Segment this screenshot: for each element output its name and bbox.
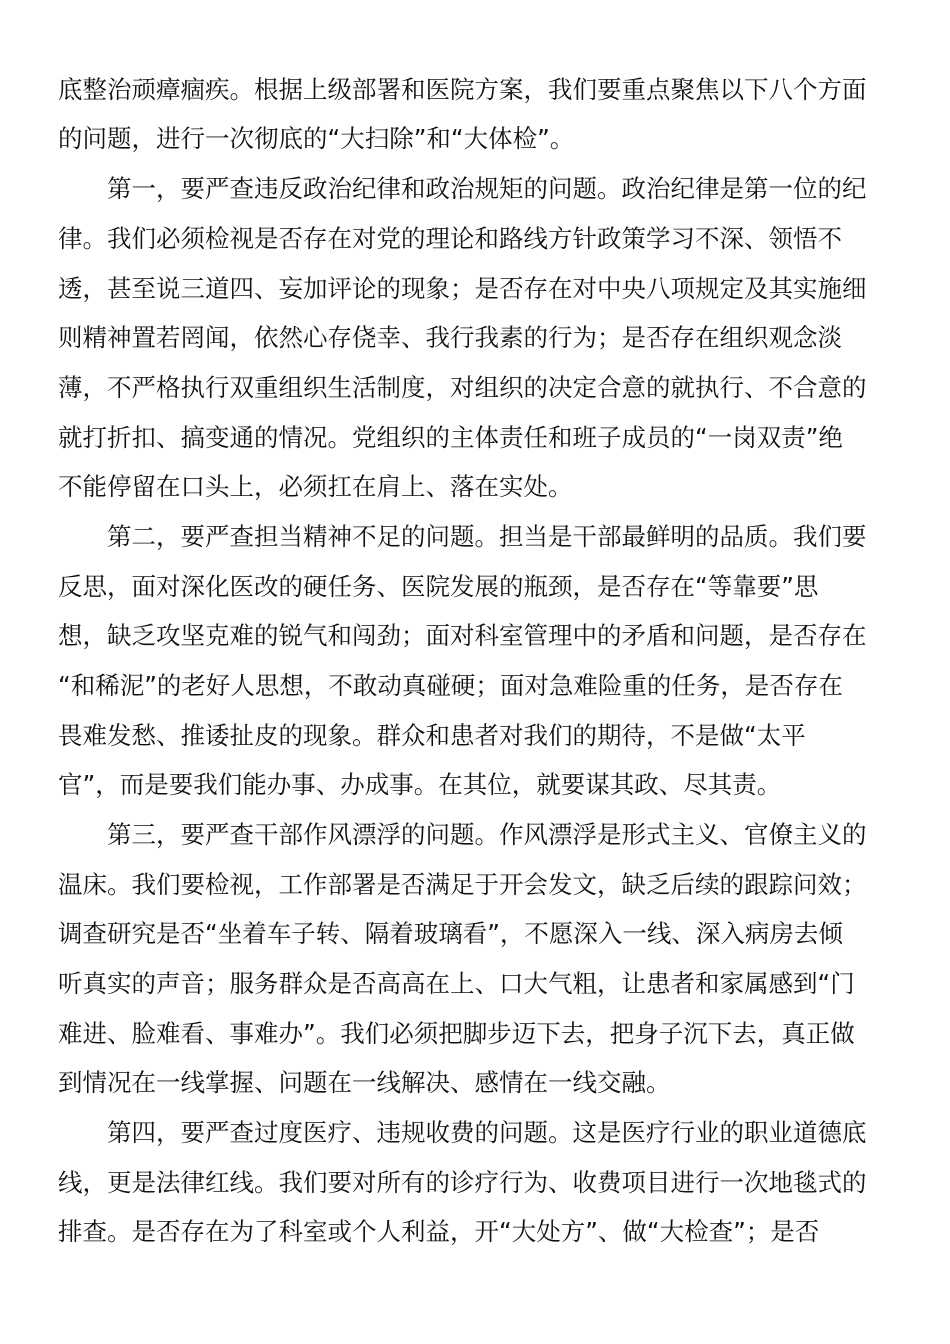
text-line: 薄，不严格执行双重组织生活制度，对组织的决定合意的就执行、不合意的 xyxy=(58,373,867,402)
text-line: 官”，而是要我们能办事、办成事。在其位，就要谋其政、尽其责。 xyxy=(58,770,782,799)
text-line: 听真实的声音；服务群众是否高高在上、口大气粗，让患者和家属感到“门 xyxy=(58,969,855,998)
text-line: 畏难发愁、推诿扯皮的现象。群众和患者对我们的期待，不是做“太平 xyxy=(58,721,806,750)
text-line: 到情况在一线掌握、问题在一线解决、感情在一线交融。 xyxy=(58,1068,671,1097)
paragraph-first-line: 第二，要严查担当精神不足的问题。担当是干部最鲜明的品质。我们要 xyxy=(107,522,867,551)
text-line: 调查研究是否“坐着车子转、隔着玻璃看”，不愿深入一线、深入病房去倾 xyxy=(58,919,843,948)
text-line: 难进、脸难看、事难办”。我们必须把脚步迈下去，把身子沉下去，真正做 xyxy=(58,1019,855,1048)
text-line: 就打折扣、搞变通的情况。党组织的主体责任和班子成员的“一岗双责”绝 xyxy=(58,423,843,452)
text-line: 则精神置若罔闻，依然心存侥幸、我行我素的行为；是否存在组织观念淡 xyxy=(58,323,842,352)
text-line: 排查。是否存在为了科室或个人利益，开“大处方”、做“大检查”；是否 xyxy=(58,1217,820,1246)
paragraph-first-line: 第三，要严查干部作风漂浮的问题。作风漂浮是形式主义、官僚主义的 xyxy=(107,820,867,849)
text-line: 底整治顽瘴痼疾。根据上级部署和医院方案，我们要重点聚焦以下八个方面 xyxy=(58,75,867,104)
paragraph-first-line: 第一，要严查违反政治纪律和政治规矩的问题。政治纪律是第一位的纪 xyxy=(107,174,867,203)
text-line: 温床。我们要检视，工作部署是否满足于开会发文，缺乏后续的跟踪问效； xyxy=(58,870,867,899)
text-line: 不能停留在口头上，必须扛在肩上、落在实处。 xyxy=(58,472,573,501)
text-line: 的问题，进行一次彻底的“大扫除”和“大体检”。 xyxy=(58,124,575,153)
text-line: 反思，面对深化医改的硬任务、医院发展的瓶颈，是否存在“等靠要”思 xyxy=(58,572,819,601)
text-line: 透，甚至说三道四、妄加评论的现象；是否存在对中央八项规定及其实施细 xyxy=(58,274,867,303)
text-line: “和稀泥”的老好人思想，不敢动真碰硬；面对急难险重的任务，是否存在 xyxy=(58,671,843,700)
text-line: 想，缺乏攻坚克难的锐气和闯劲；面对科室管理中的矛盾和问题，是否存在 xyxy=(58,621,867,650)
paragraph-first-line: 第四，要严查过度医疗、违规收费的问题。这是医疗行业的职业道德底 xyxy=(107,1118,867,1147)
text-line: 律。我们必须检视是否存在对党的理论和路线方针政策学习不深、领悟不 xyxy=(58,224,842,253)
text-line: 线，更是法律红线。我们要对所有的诊疗行为、收费项目进行一次地毯式的 xyxy=(58,1168,867,1197)
